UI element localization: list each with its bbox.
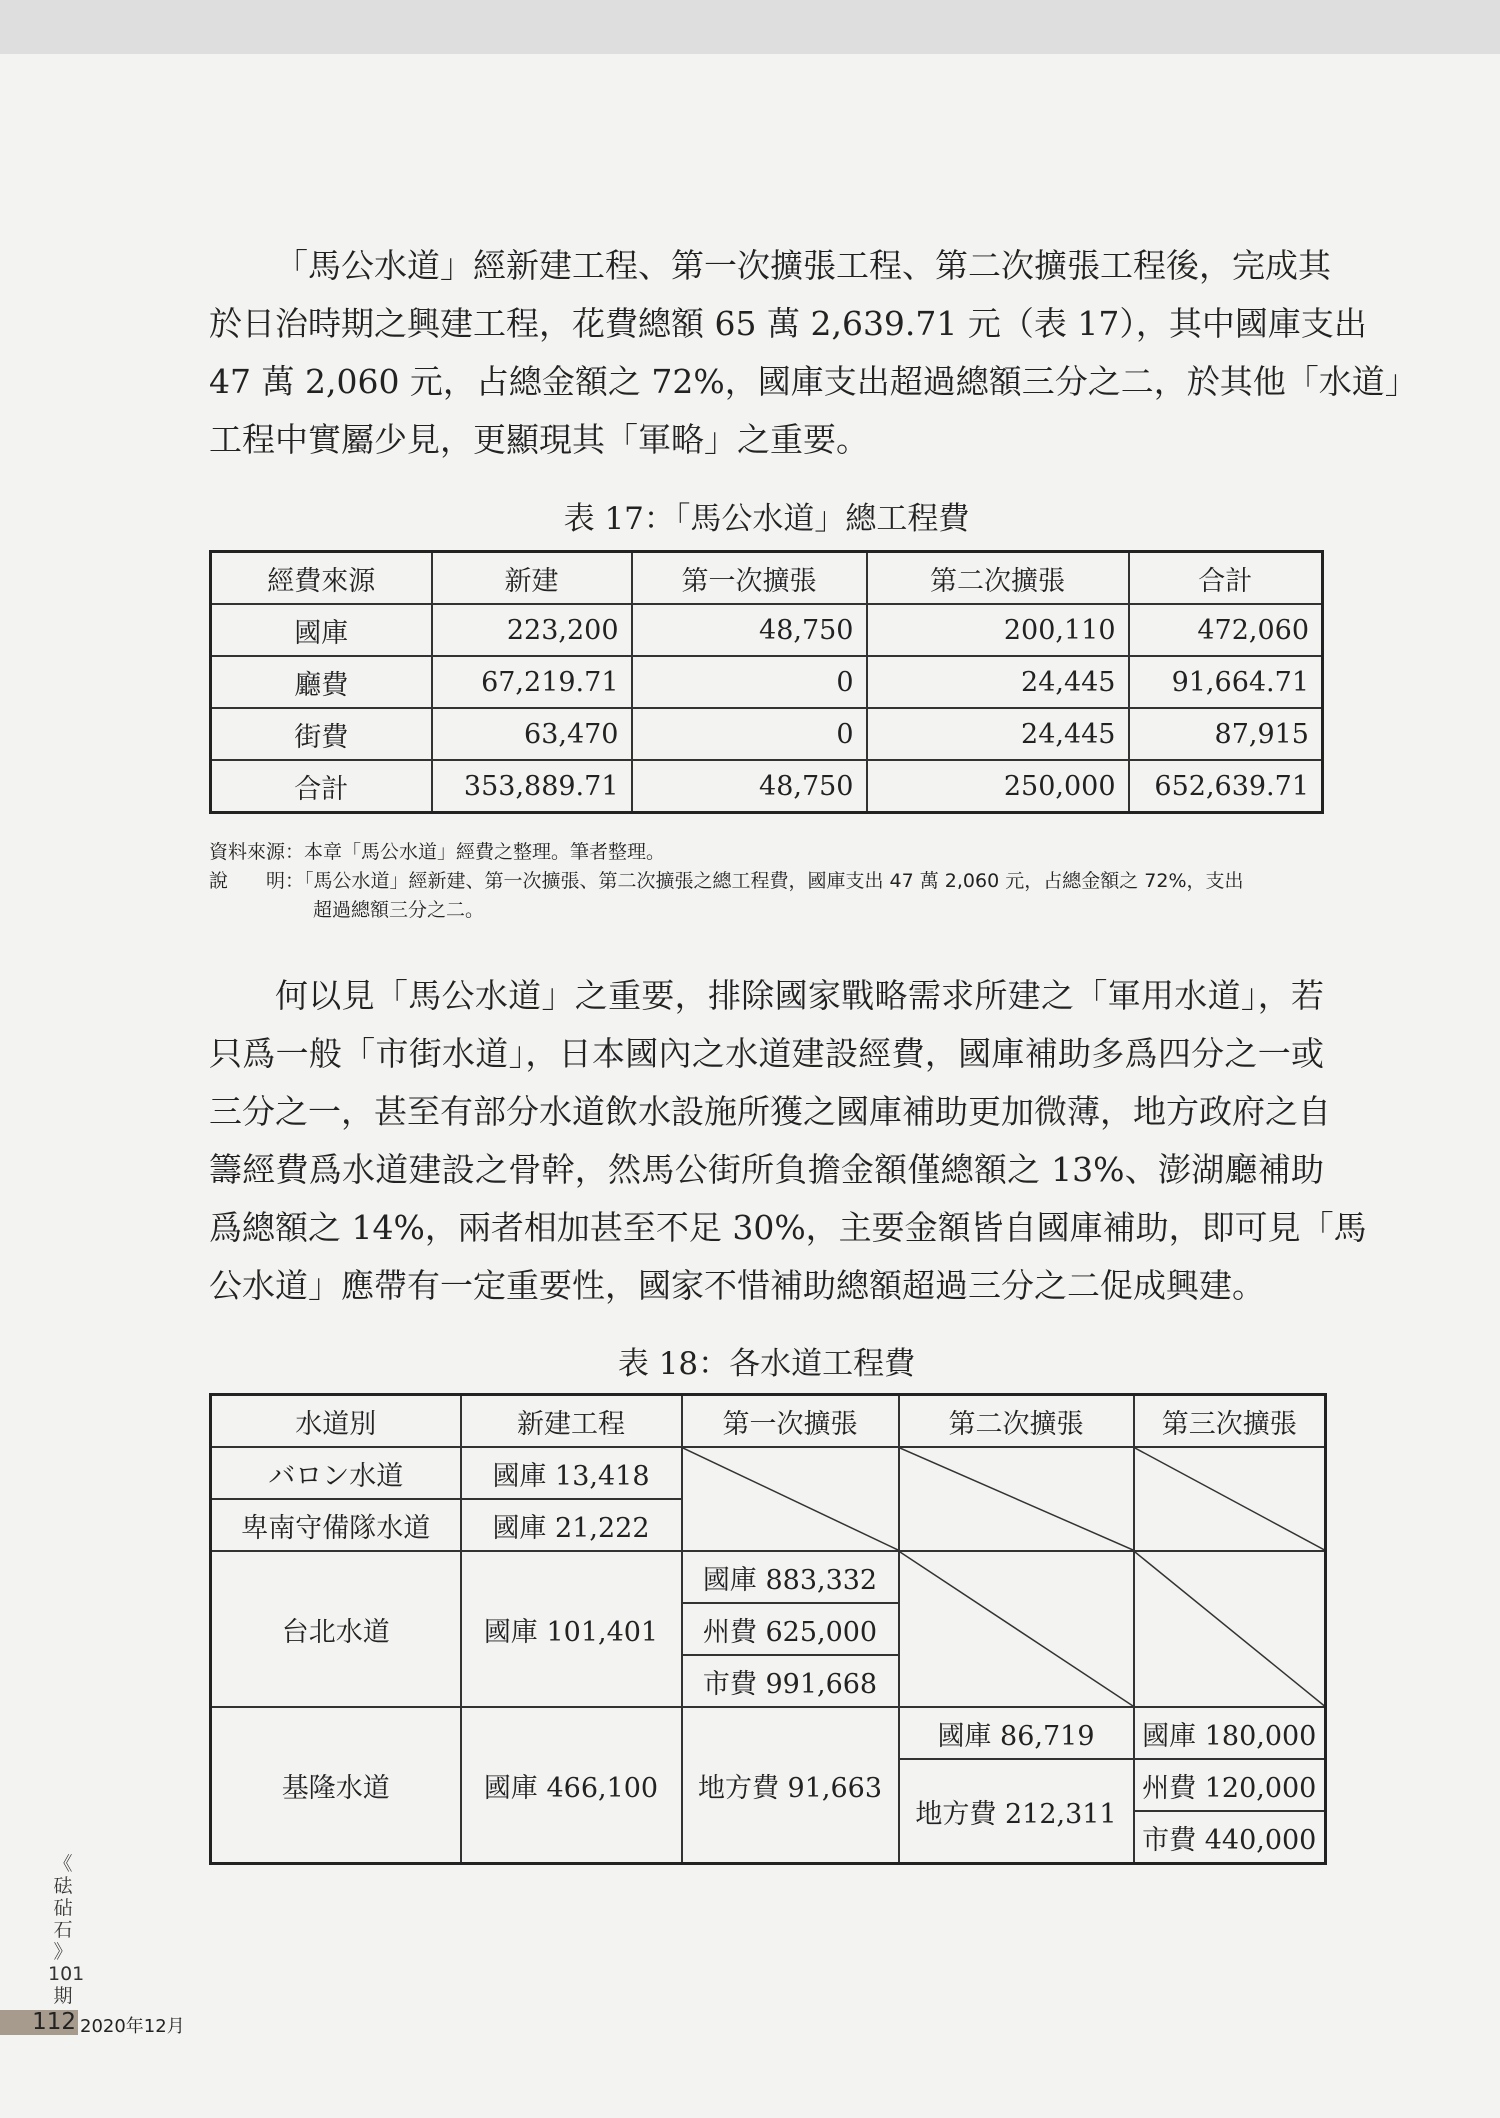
text-line: 爲總額之 14%，兩者相加甚至不足 30%，主要金額皆自國庫補助，即可見「馬 — [209, 1208, 1367, 1247]
header-cell: 水道別 — [211, 1395, 461, 1448]
cell: 48,750 — [632, 760, 867, 813]
cell: 州費 120,000 — [1134, 1759, 1326, 1811]
table-row — [211, 656, 1323, 708]
text-line: 只爲一般「市街水道」，日本國內之水道建設經費，國庫補助多爲四分之一或 — [209, 1034, 1324, 1073]
header-cell: 第二次擴張 — [899, 1395, 1134, 1448]
header-cell: 第一次擴張 — [682, 1395, 899, 1448]
header-cell: 第三次擴張 — [1134, 1395, 1326, 1448]
empty-diagonal-cell — [1134, 1447, 1326, 1551]
row-label: 合計 — [211, 760, 432, 813]
table-row — [211, 1707, 1326, 1759]
table-header-row — [211, 552, 1323, 605]
cell: 國庫 86,719 — [899, 1707, 1134, 1759]
text-line: 何以見「馬公水道」之重要，排除國家戰略需求所建之「軍用水道」，若 — [275, 976, 1324, 1015]
empty-diagonal-cell — [682, 1447, 899, 1551]
empty-diagonal-cell — [899, 1447, 1134, 1551]
cell: 472,060 — [1129, 604, 1323, 656]
row-label: 台北水道 — [211, 1551, 461, 1707]
scan-top-band — [0, 0, 1500, 54]
cell: 48,750 — [632, 604, 867, 656]
cell: 200,110 — [867, 604, 1129, 656]
cell: 67,219.71 — [432, 656, 632, 708]
text-line: 籌經費爲水道建設之骨幹，然馬公街所負擔金額僅總額之 13%、澎湖廳補助 — [209, 1150, 1324, 1189]
cell: 國庫 13,418 — [461, 1447, 682, 1499]
text-line: 「馬公水道」經新建工程、第一次擴張工程、第二次擴張工程後，完成其 — [275, 246, 1331, 285]
cell: 91,664.71 — [1129, 656, 1323, 708]
table-row — [211, 708, 1323, 760]
table-row — [211, 604, 1323, 656]
empty-diagonal-cell — [1134, 1551, 1326, 1707]
paragraph-2 — [209, 967, 1367, 1315]
row-label: 卑南守備隊水道 — [211, 1499, 461, 1551]
row-label: 國庫 — [211, 604, 432, 656]
cell: 地方費 212,311 — [899, 1759, 1134, 1864]
table-header-row — [211, 1395, 1326, 1448]
header-cell: 第二次擴張 — [867, 552, 1129, 605]
header-cell: 新建工程 — [461, 1395, 682, 1448]
table-18 — [209, 1393, 1327, 1865]
cell: 0 — [632, 656, 867, 708]
cell: 0 — [632, 708, 867, 760]
table17-notes — [209, 838, 1329, 925]
empty-diagonal-cell — [899, 1551, 1134, 1707]
text-line: 三分之一，甚至有部分水道飲水設施所獲之國庫補助更加微薄，地方政府之自 — [209, 1092, 1331, 1131]
row-label: 基隆水道 — [211, 1707, 461, 1864]
cell: 國庫 466,100 — [461, 1707, 682, 1864]
cell: 地方費 91,663 — [682, 1707, 899, 1864]
cell: 63,470 — [432, 708, 632, 760]
page-number: 112 — [0, 2010, 78, 2035]
cell: 353,889.71 — [432, 760, 632, 813]
explanation-note-continued: 超過總額三分之二。 — [313, 899, 485, 921]
cell: 國庫 180,000 — [1134, 1707, 1326, 1759]
cell: 國庫 101,401 — [461, 1551, 682, 1707]
cell: 250,000 — [867, 760, 1129, 813]
table-row — [211, 1551, 1326, 1603]
row-label: 廳費 — [211, 656, 432, 708]
cell: 國庫 21,222 — [461, 1499, 682, 1551]
journal-name: 《 砝 砧 石 》 101 期 — [48, 1853, 85, 2007]
cell: 市費 991,668 — [682, 1655, 899, 1707]
header-cell: 新建 — [432, 552, 632, 605]
text-line: 工程中實屬少見，更顯現其「軍略」之重要。 — [209, 420, 869, 459]
table18-caption: 表 18：各水道工程費 — [617, 1346, 916, 1382]
row-label: 街費 — [211, 708, 432, 760]
table17-caption: 表 17：「馬公水道」總工程費 — [563, 501, 970, 537]
cell: 223,200 — [432, 604, 632, 656]
header-cell: 第一次擴張 — [632, 552, 867, 605]
cell: 87,915 — [1129, 708, 1323, 760]
explanation-note: 說 明：「馬公水道」經新建、第一次擴張、第二次擴張之總工程費，國庫支出 47 萬 2,060 元，占總金額之 72%，支出 — [209, 870, 1244, 892]
journal-name-vertical — [48, 1853, 85, 2007]
issue-date: 2020年12月 — [80, 2016, 185, 2037]
cell: 24,445 — [867, 708, 1129, 760]
header-cell: 合計 — [1129, 552, 1323, 605]
text-line: 47 萬 2,060 元，占總金額之 72%，國庫支出超過總額三分之二，於其他「水道」 — [209, 362, 1418, 401]
cell: 國庫 883,332 — [682, 1551, 899, 1603]
cell: 州費 625,000 — [682, 1603, 899, 1655]
table-17 — [209, 550, 1324, 814]
table-total-row — [211, 760, 1323, 813]
paragraph-1 — [209, 237, 1418, 469]
cell: 市費 440,000 — [1134, 1811, 1326, 1864]
row-label: バロン水道 — [211, 1447, 461, 1499]
header-cell: 經費來源 — [211, 552, 432, 605]
cell: 652,639.71 — [1129, 760, 1323, 813]
text-line: 公水道」應帶有一定重要性，國家不惜補助總額超過三分之二促成興建。 — [209, 1266, 1265, 1305]
source-note: 資料來源：本章「馬公水道」經費之整理。筆者整理。 — [209, 841, 666, 863]
text-line: 於日治時期之興建工程，花費總額 65 萬 2,639.71 元（表 17），其中國庫支出 — [209, 304, 1367, 343]
table-row — [211, 1447, 1326, 1499]
cell: 24,445 — [867, 656, 1129, 708]
